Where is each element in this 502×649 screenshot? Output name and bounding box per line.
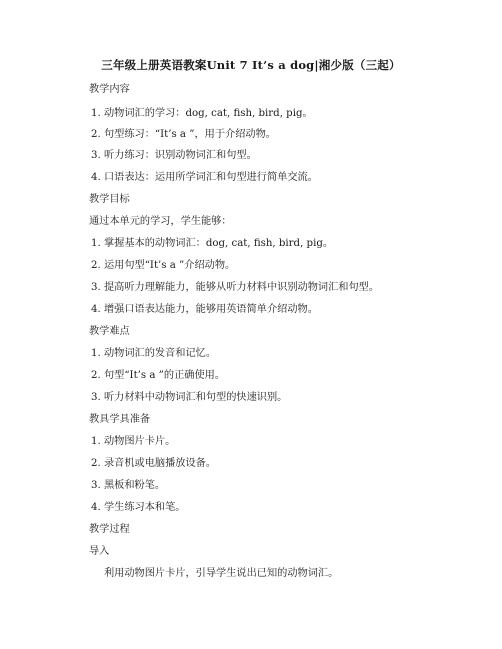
difficulties-item-2: 2. 句型“It’s a ”的正确使用。 bbox=[91, 370, 226, 381]
content-item-2: 2. 句型练习：“It’s a ”，用于介绍动物。 bbox=[91, 129, 276, 140]
goals-item-1: 1. 掌握基本的动物词汇：dog, cat, fish, bird, pig。 bbox=[91, 238, 334, 249]
section-heading-content: 教学内容 bbox=[89, 84, 130, 95]
materials-item-4: 4. 学生练习本和笔。 bbox=[91, 502, 186, 513]
section-heading-materials: 教具学具准备 bbox=[89, 414, 151, 425]
process-text: 利用动物图片卡片，引导学生说出已知的动物词汇。 bbox=[104, 568, 339, 579]
materials-item-3: 3. 黑板和粉笔。 bbox=[91, 480, 166, 491]
content-item-1: 1. 动物词汇的学习：dog, cat, fish, bird, pig。 bbox=[91, 108, 313, 119]
process-subheading: 导入 bbox=[89, 546, 110, 557]
materials-item-1: 1. 动物图片卡片。 bbox=[91, 436, 176, 447]
section-heading-process: 教学过程 bbox=[89, 524, 130, 535]
goals-item-3: 3. 提高听力理解能力，能够从听力材料中识别动物词汇和句型。 bbox=[91, 282, 380, 293]
content-item-3: 3. 听力练习：识别动物词汇和句型。 bbox=[91, 150, 257, 161]
content-item-4: 4. 口语表达：运用所学词汇和句型进行简单交流。 bbox=[91, 172, 318, 183]
section-heading-difficulties: 教学难点 bbox=[89, 326, 130, 337]
goals-intro: 通过本单元的学习，学生能够： bbox=[89, 216, 232, 227]
difficulties-item-3: 3. 听力材料中动物词汇和句型的快速识别。 bbox=[91, 392, 288, 403]
difficulties-item-1: 1. 动物词汇的发音和记忆。 bbox=[91, 348, 217, 359]
goals-item-2: 2. 运用句型“It’s a ”介绍动物。 bbox=[91, 260, 236, 271]
goals-item-4: 4. 增强口语表达能力，能够用英语简单介绍动物。 bbox=[91, 304, 318, 315]
section-heading-goals: 教学目标 bbox=[89, 194, 130, 205]
document-title: 三年级上册英语教案Unit 7 It’s a dog|湘少版（三起） bbox=[101, 58, 401, 72]
materials-item-2: 2. 录音机或电脑播放设备。 bbox=[91, 458, 217, 469]
